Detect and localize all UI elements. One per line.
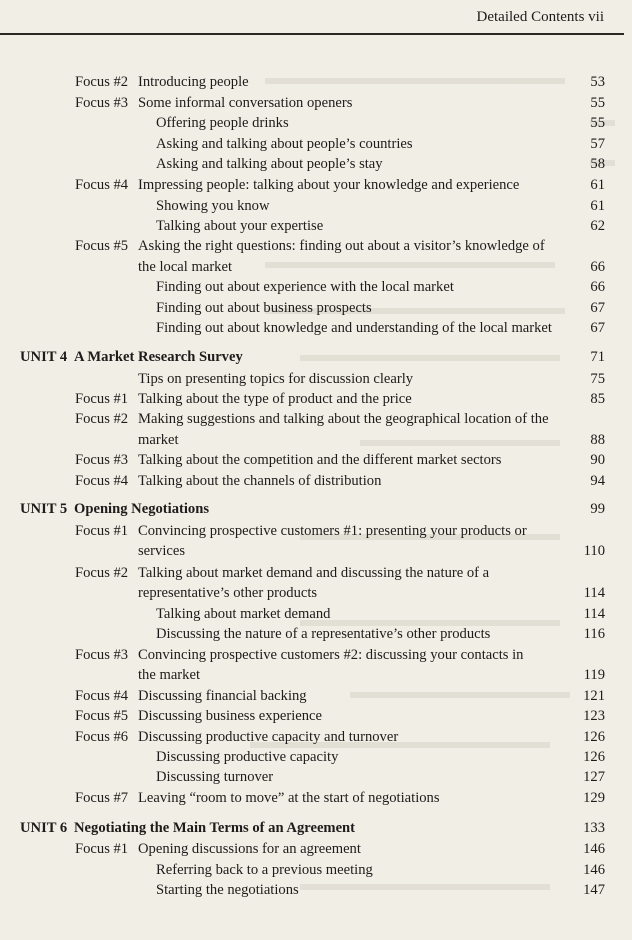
toc-subentry-row bbox=[0, 216, 632, 236]
toc-entry-row bbox=[0, 257, 632, 277]
entry-title: Impressing people: talking about your knowledge and experience bbox=[138, 177, 520, 193]
page-number: 126 bbox=[583, 749, 605, 765]
entry-title: Tips on presenting topics for discussion clearly bbox=[138, 371, 414, 387]
page-number: 55 bbox=[590, 115, 605, 131]
page-number: 85 bbox=[590, 391, 605, 407]
entry-title: Asking and talking about people’s countries bbox=[156, 136, 413, 152]
toc-entry-row bbox=[0, 686, 632, 706]
entry-title: Opening Negotiations bbox=[74, 501, 210, 517]
toc-subentry-row bbox=[0, 860, 632, 880]
entry-title: Starting the negotiations bbox=[156, 882, 299, 898]
entry-title: Showing you know bbox=[156, 198, 270, 214]
toc-unit-row bbox=[0, 499, 632, 519]
page-number: 66 bbox=[590, 279, 605, 295]
page-number: 66 bbox=[590, 259, 605, 275]
unit-label: UNIT 6 bbox=[20, 820, 68, 836]
toc-entry-row bbox=[0, 563, 632, 583]
page-number: 57 bbox=[590, 136, 605, 152]
toc-entry-row bbox=[0, 471, 632, 491]
entry-title: Asking and talking about people’s stay bbox=[156, 156, 383, 172]
focus-label: Focus #6 bbox=[75, 729, 129, 745]
entry-title: Convincing prospective customers #1: presenting your products or bbox=[138, 523, 527, 539]
entry-title: Making suggestions and talking about the geographical location of the bbox=[138, 411, 549, 427]
header-rule bbox=[0, 33, 624, 35]
toc-subentry-row bbox=[0, 604, 632, 624]
focus-label: Focus #3 bbox=[75, 647, 129, 663]
toc-entry-row bbox=[0, 72, 632, 92]
toc-entry-row bbox=[0, 521, 632, 541]
page-number: 62 bbox=[590, 218, 605, 234]
toc-entry-row bbox=[0, 236, 632, 256]
toc-entry-row bbox=[0, 839, 632, 859]
focus-label: Focus #2 bbox=[75, 565, 129, 581]
focus-label: Focus #4 bbox=[75, 177, 129, 193]
toc-subentry-row bbox=[0, 318, 632, 338]
entry-title: Talking about the type of product and the price bbox=[138, 391, 412, 407]
toc-subentry-row bbox=[0, 154, 632, 174]
toc-entry-row bbox=[0, 93, 632, 113]
toc-entry-row bbox=[0, 645, 632, 665]
entry-title: Discussing the nature of a representative’s other products bbox=[156, 626, 491, 642]
page-number: 119 bbox=[583, 667, 605, 683]
page-number: 61 bbox=[590, 198, 605, 214]
toc-entry-row bbox=[0, 727, 632, 747]
focus-label: Focus #2 bbox=[75, 411, 129, 427]
focus-label: Focus #4 bbox=[75, 473, 129, 489]
entry-title: market bbox=[138, 432, 179, 448]
toc-subentry-row bbox=[0, 880, 632, 900]
page-number: 67 bbox=[590, 320, 605, 336]
entry-title: A Market Research Survey bbox=[74, 349, 243, 365]
focus-label: Focus #5 bbox=[75, 238, 129, 254]
page-number: 67 bbox=[590, 300, 605, 316]
page-number: 90 bbox=[590, 452, 605, 468]
toc-entry-row bbox=[0, 409, 632, 429]
entry-title: Discussing turnover bbox=[156, 769, 274, 785]
toc-subentry-row bbox=[0, 747, 632, 767]
page-number: 55 bbox=[590, 95, 605, 111]
entry-title: Finding out about business prospects bbox=[156, 300, 372, 316]
page-number: 147 bbox=[583, 882, 605, 898]
toc-subentry-row bbox=[0, 277, 632, 297]
toc-subentry-row bbox=[0, 767, 632, 787]
entry-title: Discussing business experience bbox=[138, 708, 323, 724]
focus-label: Focus #3 bbox=[75, 452, 129, 468]
page-number: 53 bbox=[590, 74, 605, 90]
entry-title: Talking about the competition and the different market sectors bbox=[138, 452, 502, 468]
entry-title: Convincing prospective customers #2: discussing your contacts in bbox=[138, 647, 524, 663]
entry-title: Discussing financial backing bbox=[138, 688, 307, 704]
toc-subentry-row bbox=[0, 624, 632, 644]
entry-title: Talking about market demand and discussing the nature of a bbox=[138, 565, 490, 581]
toc-entry-row bbox=[0, 175, 632, 195]
toc-subentry-row bbox=[0, 113, 632, 133]
toc-entry-row bbox=[0, 430, 632, 450]
entry-title: representative’s other products bbox=[138, 585, 318, 601]
entry-title: Negotiating the Main Terms of an Agreement bbox=[74, 820, 356, 836]
page-number: 123 bbox=[583, 708, 605, 724]
toc-entry-row bbox=[0, 665, 632, 685]
toc-entry-row bbox=[0, 788, 632, 808]
page-number: 99 bbox=[590, 501, 605, 517]
entry-title: Talking about your expertise bbox=[156, 218, 324, 234]
focus-label: Focus #4 bbox=[75, 688, 129, 704]
focus-label: Focus #2 bbox=[75, 74, 129, 90]
page-number: 71 bbox=[590, 349, 605, 365]
page-number: 114 bbox=[583, 585, 605, 601]
entry-title: Offering people drinks bbox=[156, 115, 289, 131]
entry-title: Finding out about knowledge and understanding of the local market bbox=[156, 320, 552, 336]
toc-subentry-row bbox=[0, 134, 632, 154]
toc-entry-row bbox=[0, 541, 632, 561]
page-number: 88 bbox=[590, 432, 605, 448]
page-number: 126 bbox=[583, 729, 605, 745]
page-number: 127 bbox=[583, 769, 605, 785]
unit-label: UNIT 5 bbox=[20, 501, 68, 517]
toc-subentry-row bbox=[0, 298, 632, 318]
page-number: 110 bbox=[583, 543, 605, 559]
page-number: 146 bbox=[583, 841, 605, 857]
entry-title: Talking about market demand bbox=[156, 606, 331, 622]
page-number: 58 bbox=[590, 156, 605, 172]
entry-title: Talking about the channels of distribution bbox=[138, 473, 382, 489]
entry-title: the local market bbox=[138, 259, 233, 275]
focus-label: Focus #5 bbox=[75, 708, 129, 724]
focus-label: Focus #3 bbox=[75, 95, 129, 111]
page-number: 61 bbox=[590, 177, 605, 193]
focus-label: Focus #1 bbox=[75, 391, 129, 407]
unit-label: UNIT 4 bbox=[20, 349, 68, 365]
entry-title: Referring back to a previous meeting bbox=[156, 862, 373, 878]
page-number: 121 bbox=[583, 688, 605, 704]
toc-unit-row bbox=[0, 347, 632, 367]
page-number: 75 bbox=[590, 371, 605, 387]
toc-unit-row bbox=[0, 818, 632, 838]
running-header: Detailed Contents vii bbox=[476, 9, 604, 25]
entry-title: Discussing productive capacity bbox=[156, 749, 339, 765]
page-number: 116 bbox=[583, 626, 605, 642]
toc-subentry-row bbox=[0, 196, 632, 216]
toc-entry-row bbox=[0, 706, 632, 726]
entry-title: Introducing people bbox=[138, 74, 249, 90]
toc-entry-row bbox=[0, 369, 632, 389]
focus-label: Focus #7 bbox=[75, 790, 129, 806]
page-number: 94 bbox=[590, 473, 605, 489]
toc-entry-row bbox=[0, 389, 632, 409]
entry-title: Asking the right questions: finding out about a visitor’s knowledge of bbox=[138, 238, 545, 254]
page-number: 146 bbox=[583, 862, 605, 878]
page-number: 129 bbox=[583, 790, 605, 806]
toc-entry-row bbox=[0, 450, 632, 470]
page-number: 114 bbox=[583, 606, 605, 622]
focus-label: Focus #1 bbox=[75, 841, 129, 857]
focus-label: Focus #1 bbox=[75, 523, 129, 539]
page-number: 133 bbox=[583, 820, 605, 836]
entry-title: Some informal conversation openers bbox=[138, 95, 353, 111]
entry-title: services bbox=[138, 543, 186, 559]
entry-title: the market bbox=[138, 667, 200, 683]
entry-title: Finding out about experience with the local market bbox=[156, 279, 454, 295]
toc-entry-row bbox=[0, 583, 632, 603]
entry-title: Discussing productive capacity and turnover bbox=[138, 729, 399, 745]
entry-title: Leaving “room to move” at the start of negotiations bbox=[138, 790, 440, 806]
entry-title: Opening discussions for an agreement bbox=[138, 841, 361, 857]
